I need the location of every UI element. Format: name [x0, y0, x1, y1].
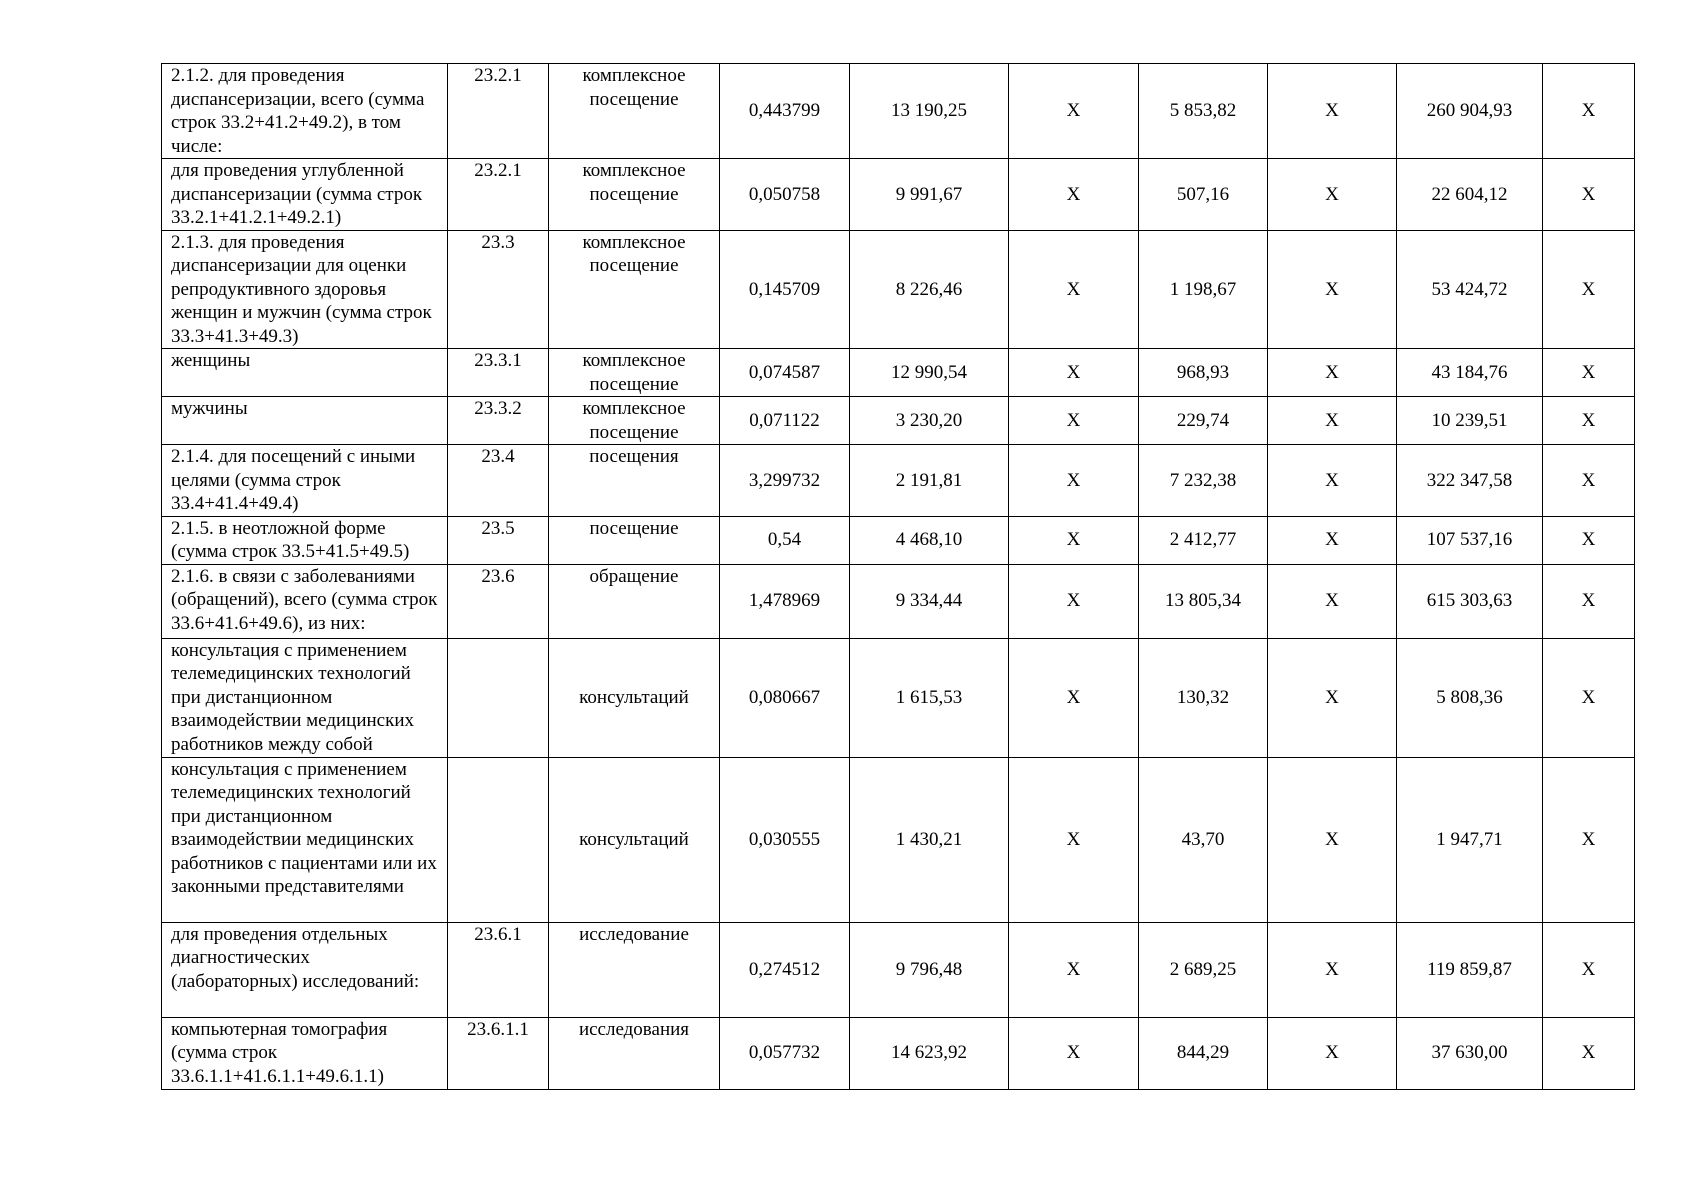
row-budget-total-cell: X: [1268, 638, 1397, 757]
table-row: [162, 230, 1635, 349]
row-oms-per-capita-cell: 5 853,82: [1139, 64, 1268, 159]
row-budget-total-cell: X: [1268, 757, 1397, 922]
row-volume-cell: 0,443799: [720, 64, 850, 159]
row-name-cell: компьютерная томография (сумма строк 33.6.1.1+41.6.1.1+49.6.1.1): [162, 1017, 448, 1089]
row-oms-per-capita-cell: 43,70: [1139, 757, 1268, 922]
table-row: [162, 922, 1635, 1017]
row-name-cell: 2.1.5. в неотложной форме (сумма строк 33.5+41.5+49.5): [162, 516, 448, 564]
row-volume-cell: 3,299732: [720, 445, 850, 517]
row-volume-cell: 0,080667: [720, 638, 850, 757]
row-line-number-cell: 23.6.1: [448, 922, 549, 1017]
row-oms-per-capita-cell: 13 805,34: [1139, 564, 1268, 638]
row-line-number-cell: 23.3.1: [448, 349, 549, 397]
row-oms-total-cell: 119 859,87: [1397, 922, 1543, 1017]
row-oms-total-cell: 5 808,36: [1397, 638, 1543, 757]
table-row: [162, 564, 1635, 638]
row-share-cell: X: [1543, 397, 1635, 445]
row-name-cell: 2.1.2. для проведения диспансеризации, всего (сумма строк 33.2+41.2+49.2), в том числе:: [162, 64, 448, 159]
row-budget-total-cell: X: [1268, 1017, 1397, 1089]
row-cost-cell: 1 615,53: [850, 638, 1009, 757]
row-name-cell: мужчины: [162, 397, 448, 445]
row-name-cell: 2.1.4. для посещений с иными целями (сумма строк 33.4+41.4+49.4): [162, 445, 448, 517]
row-name-cell: женщины: [162, 349, 448, 397]
row-budget-per-capita-cell: X: [1009, 397, 1139, 445]
table-row: [162, 445, 1635, 517]
row-name-cell: для проведения отдельных диагностических (лабораторных) исследований:: [162, 922, 448, 1017]
row-budget-per-capita-cell: X: [1009, 1017, 1139, 1089]
row-unit-cell: комплексное посещение: [549, 159, 720, 231]
row-oms-total-cell: 22 604,12: [1397, 159, 1543, 231]
row-budget-total-cell: X: [1268, 445, 1397, 517]
row-budget-total-cell: X: [1268, 516, 1397, 564]
row-budget-per-capita-cell: X: [1009, 638, 1139, 757]
row-oms-total-cell: 43 184,76: [1397, 349, 1543, 397]
row-budget-total-cell: X: [1268, 64, 1397, 159]
row-unit-cell: посещение: [549, 516, 720, 564]
row-budget-total-cell: X: [1268, 564, 1397, 638]
row-cost-cell: 12 990,54: [850, 349, 1009, 397]
row-budget-per-capita-cell: X: [1009, 64, 1139, 159]
row-budget-total-cell: X: [1268, 922, 1397, 1017]
row-volume-cell: 1,478969: [720, 564, 850, 638]
row-budget-per-capita-cell: X: [1009, 757, 1139, 922]
row-line-number-cell: 23.5: [448, 516, 549, 564]
row-budget-total-cell: X: [1268, 349, 1397, 397]
row-cost-cell: 8 226,46: [850, 230, 1009, 349]
row-volume-cell: 0,074587: [720, 349, 850, 397]
row-line-number-cell: 23.2.1: [448, 64, 549, 159]
row-cost-cell: 1 430,21: [850, 757, 1009, 922]
row-budget-per-capita-cell: X: [1009, 349, 1139, 397]
row-cost-cell: 14 623,92: [850, 1017, 1009, 1089]
row-volume-cell: 0,54: [720, 516, 850, 564]
row-share-cell: X: [1543, 638, 1635, 757]
row-budget-per-capita-cell: X: [1009, 516, 1139, 564]
row-volume-cell: 0,057732: [720, 1017, 850, 1089]
row-name-cell: для проведения углубленной диспансеризации (сумма строк 33.2.1+41.2.1+49.2.1): [162, 159, 448, 231]
row-line-number-cell: 23.6: [448, 564, 549, 638]
row-share-cell: X: [1543, 445, 1635, 517]
table-row: [162, 159, 1635, 231]
row-oms-per-capita-cell: 507,16: [1139, 159, 1268, 231]
row-budget-per-capita-cell: X: [1009, 230, 1139, 349]
row-oms-total-cell: 107 537,16: [1397, 516, 1543, 564]
row-unit-cell: консультаций: [549, 757, 720, 922]
row-budget-total-cell: X: [1268, 230, 1397, 349]
row-line-number-cell: 23.3: [448, 230, 549, 349]
row-oms-per-capita-cell: 130,32: [1139, 638, 1268, 757]
row-line-number-cell: 23.2.1: [448, 159, 549, 231]
row-volume-cell: 0,030555: [720, 757, 850, 922]
row-line-number-cell: [448, 638, 549, 757]
table-row: [162, 1017, 1635, 1089]
row-cost-cell: 2 191,81: [850, 445, 1009, 517]
row-cost-cell: 9 334,44: [850, 564, 1009, 638]
row-share-cell: X: [1543, 349, 1635, 397]
row-line-number-cell: 23.3.2: [448, 397, 549, 445]
table-row: [162, 64, 1635, 159]
row-oms-total-cell: 322 347,58: [1397, 445, 1543, 517]
row-share-cell: X: [1543, 230, 1635, 349]
row-budget-per-capita-cell: X: [1009, 159, 1139, 231]
row-share-cell: X: [1543, 516, 1635, 564]
row-budget-per-capita-cell: X: [1009, 445, 1139, 517]
row-volume-cell: 0,274512: [720, 922, 850, 1017]
row-volume-cell: 0,145709: [720, 230, 850, 349]
row-volume-cell: 0,050758: [720, 159, 850, 231]
row-volume-cell: 0,071122: [720, 397, 850, 445]
row-name-cell: консультация с применением телемедицинских технологий при дистанционном взаимодействии медицинских работников между собой: [162, 638, 448, 757]
table-row: [162, 757, 1635, 922]
row-unit-cell: консультаций: [549, 638, 720, 757]
table-row: [162, 638, 1635, 757]
row-oms-per-capita-cell: 2 689,25: [1139, 922, 1268, 1017]
row-cost-cell: 4 468,10: [850, 516, 1009, 564]
row-unit-cell: комплексное посещение: [549, 349, 720, 397]
row-oms-total-cell: 615 303,63: [1397, 564, 1543, 638]
row-oms-per-capita-cell: 968,93: [1139, 349, 1268, 397]
row-oms-total-cell: 37 630,00: [1397, 1017, 1543, 1089]
row-name-cell: консультация с применением телемедицинских технологий при дистанционном взаимодействии медицинских работников с пациентами или их законными представителями: [162, 757, 448, 922]
row-oms-per-capita-cell: 844,29: [1139, 1017, 1268, 1089]
row-cost-cell: 9 796,48: [850, 922, 1009, 1017]
table-row: [162, 397, 1635, 445]
row-line-number-cell: 23.4: [448, 445, 549, 517]
row-share-cell: X: [1543, 159, 1635, 231]
row-unit-cell: комплексное посещение: [549, 230, 720, 349]
row-oms-total-cell: 53 424,72: [1397, 230, 1543, 349]
row-oms-total-cell: 260 904,93: [1397, 64, 1543, 159]
row-share-cell: X: [1543, 1017, 1635, 1089]
row-unit-cell: исследование: [549, 922, 720, 1017]
row-oms-per-capita-cell: 1 198,67: [1139, 230, 1268, 349]
row-oms-per-capita-cell: 7 232,38: [1139, 445, 1268, 517]
row-oms-total-cell: 10 239,51: [1397, 397, 1543, 445]
row-cost-cell: 3 230,20: [850, 397, 1009, 445]
row-line-number-cell: 23.6.1.1: [448, 1017, 549, 1089]
row-share-cell: X: [1543, 757, 1635, 922]
row-name-cell: 2.1.3. для проведения диспансеризации для оценки репродуктивного здоровья женщин и мужчин (сумма строк 33.3+41.3+49.3): [162, 230, 448, 349]
row-budget-per-capita-cell: X: [1009, 564, 1139, 638]
row-unit-cell: исследования: [549, 1017, 720, 1089]
row-cost-cell: 13 190,25: [850, 64, 1009, 159]
row-budget-per-capita-cell: X: [1009, 922, 1139, 1017]
row-budget-total-cell: X: [1268, 397, 1397, 445]
row-unit-cell: комплексное посещение: [549, 64, 720, 159]
row-line-number-cell: [448, 757, 549, 922]
row-name-cell: 2.1.6. в связи с заболеваниями (обращений), всего (сумма строк 33.6+41.6+49.6), из них:: [162, 564, 448, 638]
row-cost-cell: 9 991,67: [850, 159, 1009, 231]
financing-table: [161, 63, 1635, 1090]
row-unit-cell: комплексное посещение: [549, 397, 720, 445]
row-share-cell: X: [1543, 564, 1635, 638]
row-oms-per-capita-cell: 229,74: [1139, 397, 1268, 445]
row-unit-cell: посещения: [549, 445, 720, 517]
row-oms-total-cell: 1 947,71: [1397, 757, 1543, 922]
table-row: [162, 516, 1635, 564]
row-budget-total-cell: X: [1268, 159, 1397, 231]
row-share-cell: X: [1543, 922, 1635, 1017]
table-row: [162, 349, 1635, 397]
row-oms-per-capita-cell: 2 412,77: [1139, 516, 1268, 564]
row-share-cell: X: [1543, 64, 1635, 159]
row-unit-cell: обращение: [549, 564, 720, 638]
